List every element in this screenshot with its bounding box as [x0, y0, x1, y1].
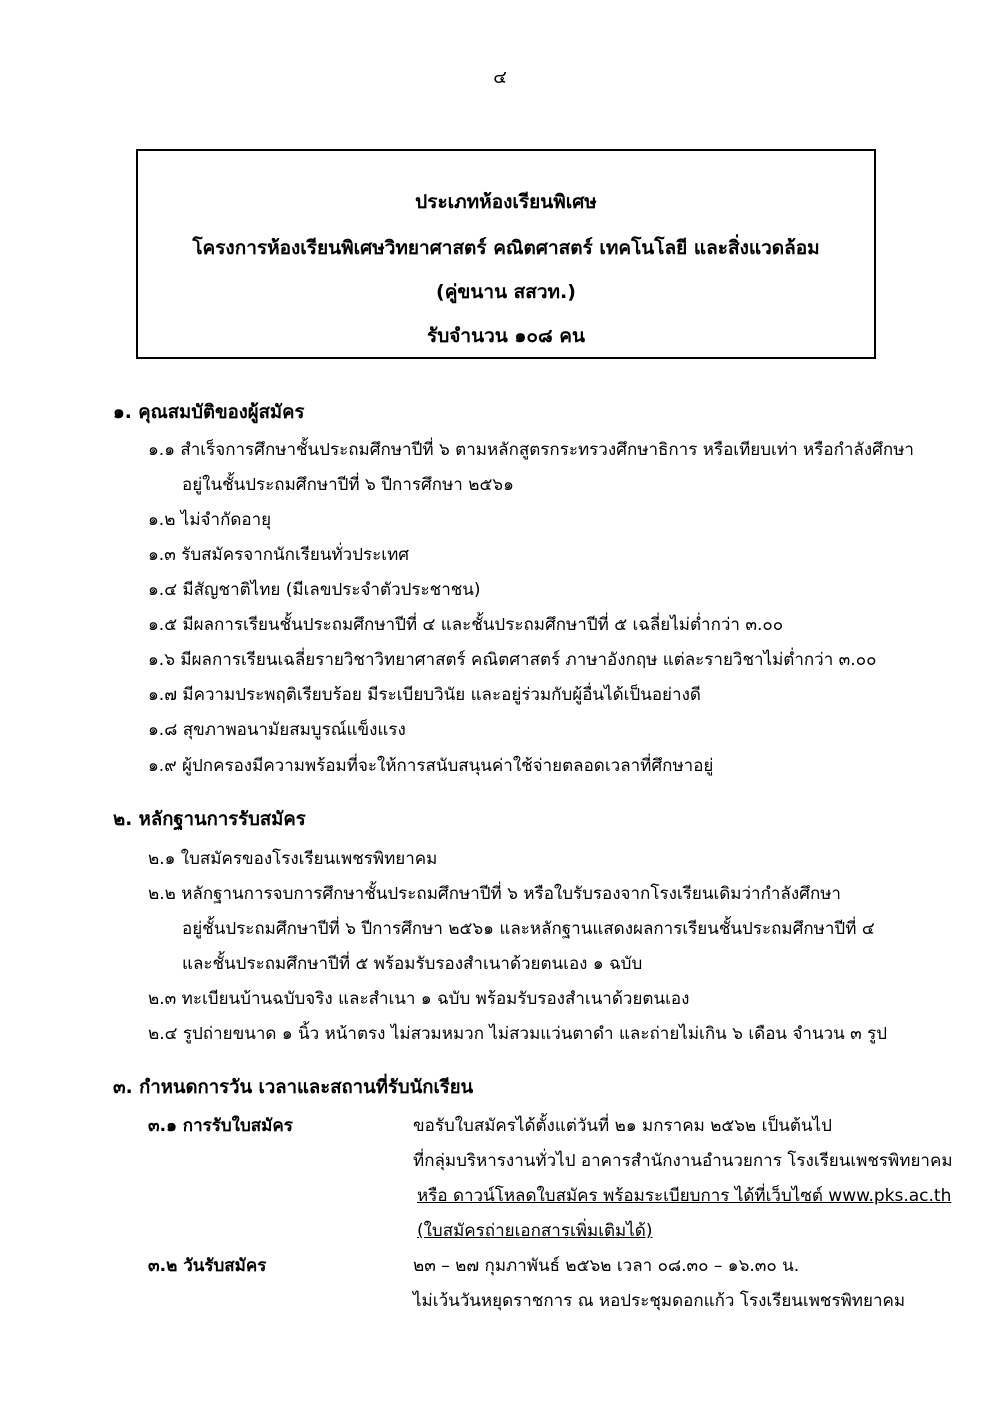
section-1-item: ๑.๖ มีผลการเรียนเฉลี่ยรายวิชาวิทยาศาสตร์ คณิตศาสตร์ ภาษาอังกฤษ แต่ละรายวิชาไม่ต่ำกว่า ๓.๐๐ — [148, 650, 877, 670]
section-1-item: ๑.๘ สุขภาพอนามัยสมบูรณ์แข็งแรง — [148, 720, 406, 740]
section-3-1-note: (ใบสมัครถ่ายเอกสารเพิ่มเติมได้) — [417, 1221, 653, 1241]
section-3-2-label: ๓.๒ วันรับสมัคร — [148, 1256, 267, 1276]
section-1-item: ๑.๓ รับสมัครจากนักเรียนทั่วประเทศ — [148, 545, 410, 565]
section-1-item: ๑.๙ ผู้ปกครองมีความพร้อมที่จะให้การสนับสนุนค่าใช้จ่ายตลอดเวลาที่ศึกษาอยู่ — [148, 756, 714, 776]
section-2-item: อยู่ชั้นประถมศึกษาปีที่ ๖ ปีการศึกษา ๒๕๖๑ และหลักฐานแสดงผลการเรียนชั้นประถมศึกษาปีที่ ๔ — [182, 919, 875, 939]
section-3-1-line: ที่กลุ่มบริหารงานทั่วไป อาคารสำนักงานอำนวยการ โรงเรียนเพชรพิทยาคม — [413, 1151, 953, 1171]
section-3-heading: ๓. กำหนดการวัน เวลาและสถานที่รับนักเรียน — [113, 1077, 474, 1098]
section-2-item: ๒.๔ รูปถ่ายขนาด ๑ นิ้ว หน้าตรง ไม่สวมหมวก ไม่สวมแว่นตาดำ และถ่ายไม่เกิน ๖ เดือน จำนวน ๓ รูป — [148, 1024, 888, 1044]
section-1-item: ๑.๔ มีสัญชาติไทย (มีเลขประจำตัวประชาชน) — [148, 580, 481, 600]
title-line-3: (คู่ขนาน สสวท.) — [436, 281, 576, 303]
title-box — [136, 149, 876, 359]
title-line-1: ประเภทห้องเรียนพิเศษ — [415, 191, 597, 213]
section-2-item: และชั้นประถมศึกษาปีที่ ๕ พร้อมรับรองสำเนาด้วยตนเอง ๑ ฉบับ — [182, 954, 643, 974]
download-link[interactable]: หรือ ดาวน์โหลดใบสมัคร พร้อมระเบียบการ ได้ที่เว็บไซต์ www.pks.ac.th — [417, 1186, 952, 1206]
section-2-heading: ๒. หลักฐานการรับสมัคร — [113, 809, 306, 830]
page-number: ๔ — [493, 67, 507, 88]
section-2-item: ๒.๒ หลักฐานการจบการศึกษาชั้นประถมศึกษาปีที่ ๖ หรือใบรับรองจากโรงเรียนเดิมว่ากำลังศึกษา — [148, 884, 841, 904]
section-3-2-line: ๒๓ – ๒๗ กุมภาพันธ์ ๒๕๖๒ เวลา ๐๘.๓๐ – ๑๖.๓๐ น. — [413, 1256, 800, 1276]
section-1-item: ๑.๕ มีผลการเรียนชั้นประถมศึกษาปีที่ ๔ และชั้นประถมศึกษาปีที่ ๕ เฉลี่ยไม่ต่ำกว่า ๓.๐๐ — [148, 615, 784, 635]
section-3-1-label: ๓.๑ การรับใบสมัคร — [148, 1116, 293, 1136]
title-line-2: โครงการห้องเรียนพิเศษวิทยาศาสตร์ คณิตศาสตร์ เทคโนโลยี และสิ่งแวดล้อม — [192, 237, 820, 259]
section-1-item: ๑.๑ สำเร็จการศึกษาชั้นประถมศึกษาปีที่ ๖ ตามหลักสูตรกระทรวงศึกษาธิการ หรือเทียบเท่า หรือกำลังศึกษา — [148, 440, 914, 460]
section-1-item: ๑.๒ ไม่จำกัดอายุ — [148, 510, 272, 530]
section-2-item: ๒.๑ ใบสมัครของโรงเรียนเพชรพิทยาคม — [148, 849, 438, 869]
section-1-item: อยู่ในชั้นประถมศึกษาปีที่ ๖ ปีการศึกษา ๒๕๖๑ — [182, 475, 514, 495]
section-3-2-line: ไม่เว้นวันหยุดราชการ ณ หอประชุมดอกแก้ว โรงเรียนเพชรพิทยาคม — [413, 1291, 906, 1311]
section-1-heading: ๑. คุณสมบัติของผู้สมัคร — [113, 402, 305, 423]
section-2-item: ๒.๓ ทะเบียนบ้านฉบับจริง และสำเนา ๑ ฉบับ พร้อมรับรองสำเนาด้วยตนเอง — [148, 989, 690, 1009]
section-3-1-line: ขอรับใบสมัครได้ตั้งแต่วันที่ ๒๑ มกราคม ๒๕๖๒ เป็นต้นไป — [413, 1116, 832, 1136]
section-1-item: ๑.๗ มีความประพฤติเรียบร้อย มีระเบียบวินัย และอยู่ร่วมกับผู้อื่นได้เป็นอย่างดี — [148, 685, 701, 705]
title-line-4: รับจำนวน ๑๐๘ คน — [427, 325, 585, 347]
